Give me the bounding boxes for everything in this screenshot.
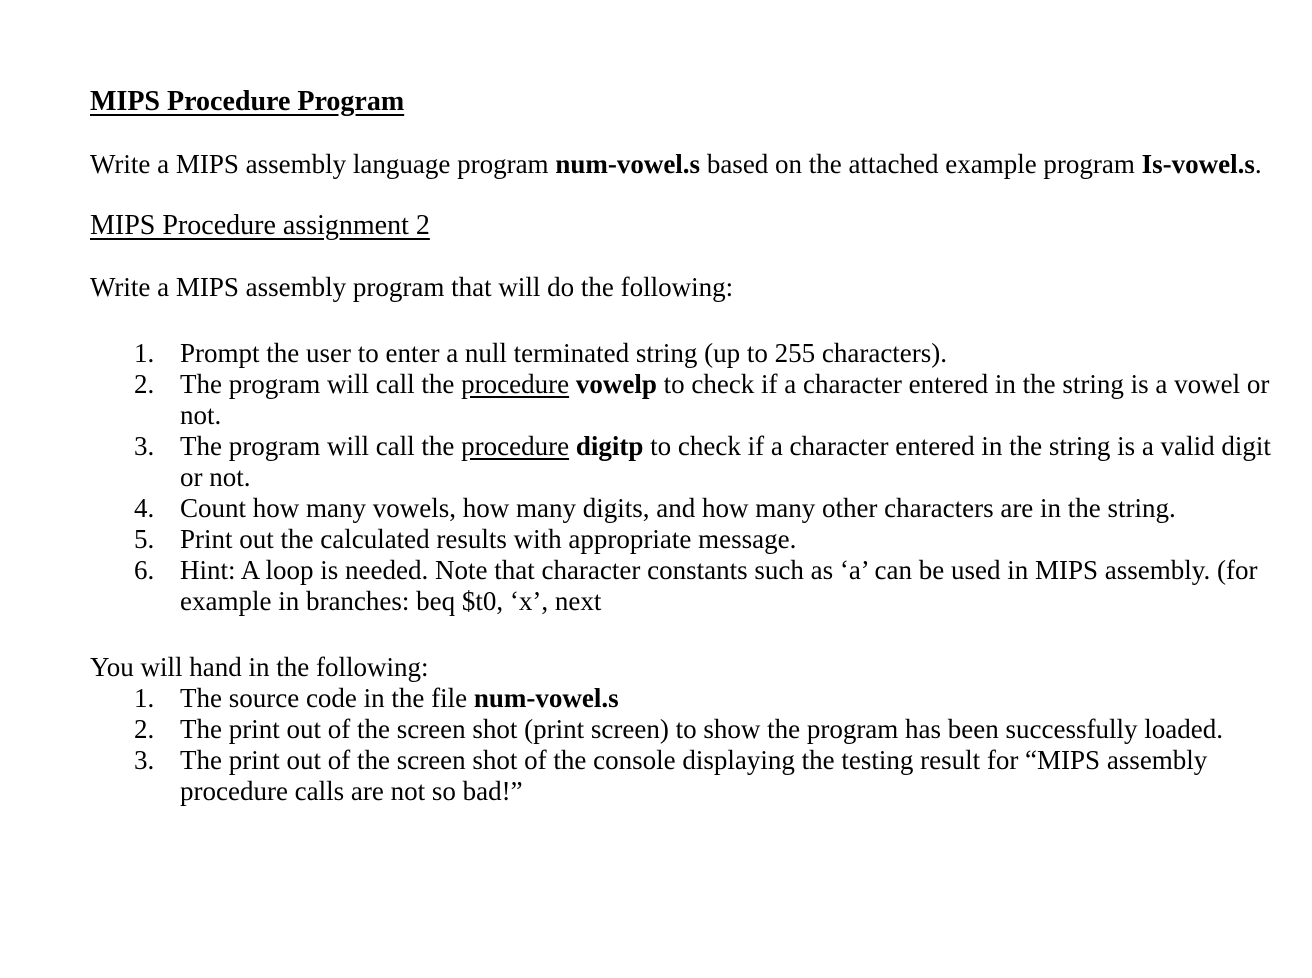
list-item <box>90 369 1290 431</box>
list-text: Print out the calculated results with appropriate message. <box>180 524 797 554</box>
list-text: The print out of the screen shot of the console displaying the testing result for “MIPS assembly procedure calls are not so bad!” <box>180 745 1208 806</box>
list-text: The program will call the <box>180 369 462 399</box>
procedure-name: digitp <box>575 431 644 461</box>
steps-list <box>90 338 1290 617</box>
list-number: 3. <box>134 745 155 775</box>
intro-filename: num-vowel.s <box>555 149 701 179</box>
intro-example-filename: Is-vowel.s <box>1141 149 1255 179</box>
intro-paragraph <box>90 148 1290 180</box>
list-item <box>90 431 1290 493</box>
list-number: 1. <box>134 338 155 368</box>
procedure-link: procedure <box>461 431 570 461</box>
intro-text-1: Write a MIPS assembly language program <box>90 149 556 179</box>
section-subtitle: MIPS Procedure assignment 2 <box>90 210 430 241</box>
handin-lead: You will hand in the following: <box>90 652 429 682</box>
list-number: 2. <box>134 714 155 744</box>
list-text: Count how many vowels, how many digits, and how many other characters are in the string. <box>180 493 1176 523</box>
procedure-name: vowelp <box>575 369 657 399</box>
steps-lead: Write a MIPS assembly program that will do the following: <box>90 272 734 302</box>
procedure-link: procedure <box>461 369 570 399</box>
list-text: The program will call the <box>180 431 462 461</box>
intro-text-2: based on the attached example program <box>700 149 1142 179</box>
list-number: 6. <box>134 555 155 585</box>
list-number: 2. <box>134 369 155 399</box>
page-title: MIPS Procedure Program <box>90 86 405 117</box>
list-text: to check if a character entered in the string is a vowel or not. <box>180 369 1270 430</box>
list-item <box>90 338 1290 369</box>
intro-text-3: . <box>1254 149 1262 179</box>
list-text: The source code in the file <box>180 683 474 713</box>
list-item <box>90 683 1290 714</box>
list-item <box>90 745 1290 807</box>
list-text: Hint: A loop is needed. Note that character constants such as ‘a’ can be used in MIPS assembly. (for example in branches: beq $t0, ‘x’, next <box>180 555 1258 616</box>
list-number: 5. <box>134 524 155 554</box>
list-text: Prompt the user to enter a null terminated string (up to 255 characters). <box>180 338 948 368</box>
handin-list <box>90 683 1290 807</box>
list-number: 4. <box>134 493 155 523</box>
source-filename: num-vowel.s <box>473 683 619 713</box>
list-item <box>90 555 1290 617</box>
list-item <box>90 714 1290 745</box>
list-item <box>90 493 1290 524</box>
list-number: 3. <box>134 431 155 461</box>
list-number: 1. <box>134 683 155 713</box>
list-text: The print out of the screen shot (print screen) to show the program has been successfully loaded. <box>180 714 1223 744</box>
document-page <box>90 84 1290 807</box>
list-text: to check if a character entered in the string is a valid digit or not. <box>180 431 1271 492</box>
list-item <box>90 524 1290 555</box>
